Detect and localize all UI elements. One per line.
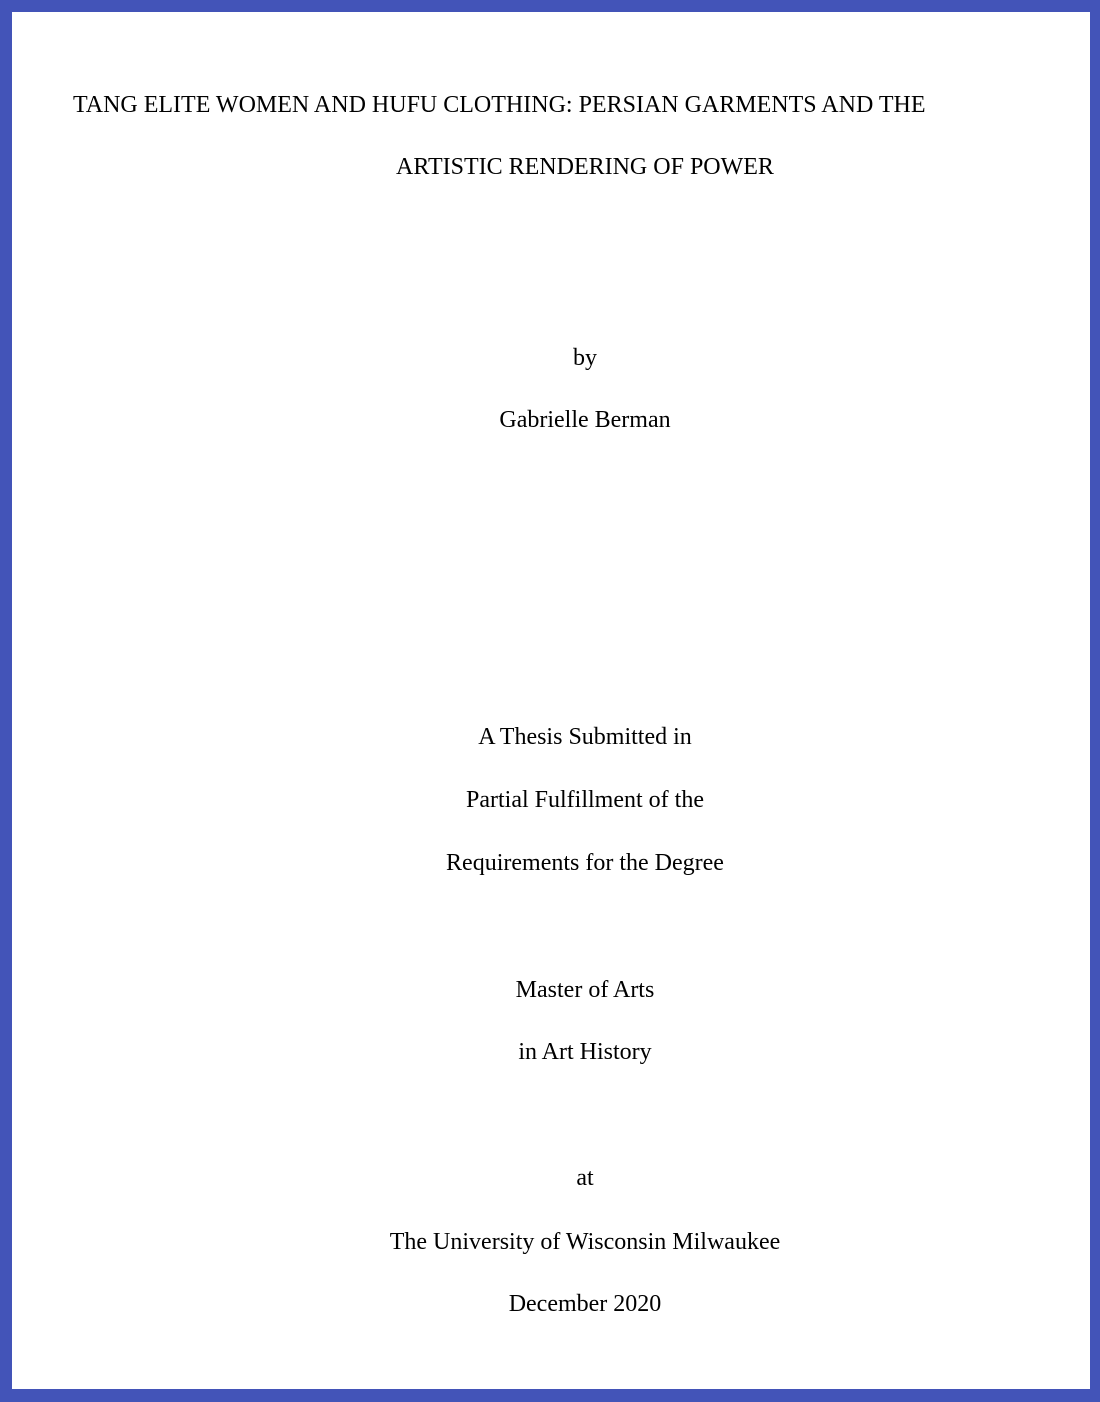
submission-line-1: A Thesis Submitted in bbox=[478, 724, 692, 750]
at-label: at bbox=[576, 1165, 594, 1191]
submission-line-2: Partial Fulfillment of the bbox=[466, 787, 704, 813]
author-name: Gabrielle Berman bbox=[499, 407, 671, 433]
university-name: The University of Wisconsin Milwaukee bbox=[389, 1229, 781, 1255]
thesis-title-line-2: ARTISTIC RENDERING OF POWER bbox=[396, 154, 774, 180]
degree-field: in Art History bbox=[518, 1039, 652, 1065]
title-page bbox=[12, 12, 1090, 1389]
degree-name: Master of Arts bbox=[515, 977, 655, 1003]
submission-date: December 2020 bbox=[508, 1291, 662, 1317]
by-label: by bbox=[573, 345, 597, 371]
thesis-title-line-1: TANG ELITE WOMEN AND HUFU CLOTHING: PERSIAN GARMENTS AND THE bbox=[73, 92, 926, 118]
submission-line-3: Requirements for the Degree bbox=[446, 850, 724, 876]
